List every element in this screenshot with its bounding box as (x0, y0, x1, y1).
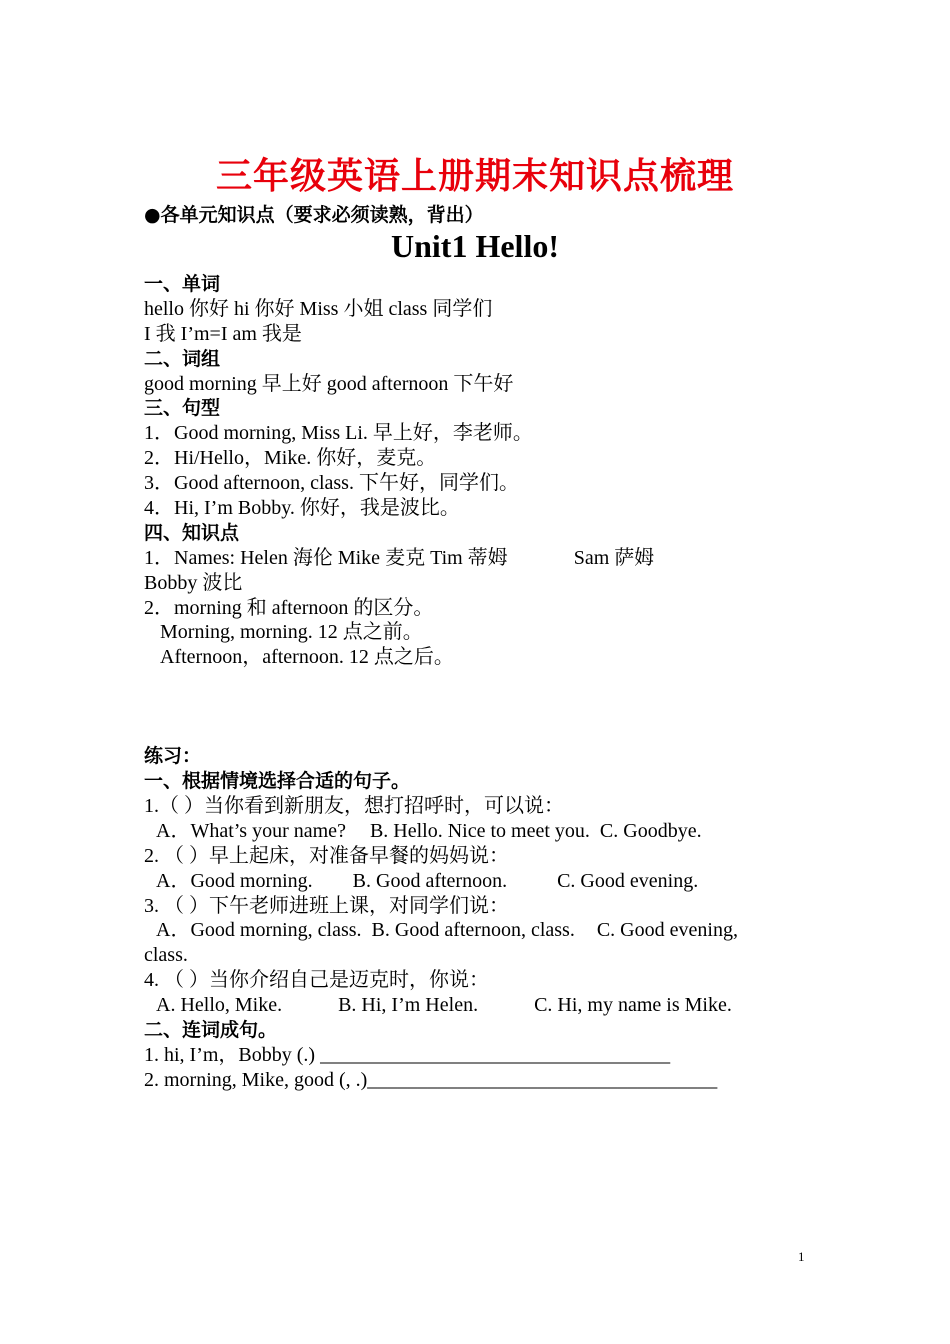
practice-heading: 练习： (144, 745, 202, 768)
options-line (144, 993, 824, 1018)
practice-part2-heading: 二、连词成句。 (144, 1019, 278, 1042)
options-line (144, 869, 824, 894)
knowledge-item: 2．morning 和 afternoon 的区分。 (144, 596, 434, 619)
option-a: A．Good morning, class. (156, 919, 362, 942)
option-b: B. Good afternoon. (352, 869, 508, 892)
names-text: 1．Names: Helen 海伦 Mike 麦克 Tim 蒂姆 (144, 546, 508, 569)
option-b: B. Hello. Nice to meet you. (369, 819, 590, 842)
names-line: Bobby 波比 (144, 571, 243, 594)
phrases-heading: 二、词组 (144, 347, 221, 370)
options-line (144, 918, 824, 943)
knowledge-subitem: Afternoon，afternoon. 12 点之后。 (160, 646, 454, 669)
names-line (144, 546, 824, 571)
option-a: A．What’s your name? (156, 819, 346, 842)
names-text: Sam 萨姆 (573, 546, 655, 569)
option-b: B. Good afternoon, class. (371, 919, 575, 942)
options-line (144, 819, 824, 844)
content-body (144, 272, 824, 1093)
sentences-heading: 三、句型 (144, 397, 221, 420)
words-line: hello 你好 hi 你好 Miss 小姐 class 同学们 (144, 297, 493, 320)
option-c: C. Good evening, (596, 919, 738, 942)
option-a: A. Hello, Mike. (156, 994, 283, 1017)
sentence-item: 3．Good afternoon, class. 下午好，同学们。 (144, 472, 519, 495)
phrases-line: good morning 早上好 good afternoon 下午好 (144, 372, 514, 395)
question: 1.（ ）当你看到新朋友，想打招呼时，可以说： (144, 795, 564, 818)
option-b: B. Hi, I’m Helen. (338, 994, 479, 1017)
practice-part1-heading: 一、根据情境选择合适的句子。 (144, 770, 411, 793)
option-c: C. Hi, my name is Mike. (534, 994, 732, 1017)
reorder-item: 1. hi, I’m，Bobby (.) ___________________________________ (144, 1043, 671, 1066)
page-number: 1 (798, 1249, 805, 1264)
option-c: C. Good evening. (557, 869, 699, 892)
sentence-item: 4．Hi, I’m Bobby. 你好，我是波比。 (144, 497, 460, 520)
option-c: C. Goodbye. (599, 819, 702, 842)
page-title: 三年级英语上册期末知识点梳理 (215, 156, 734, 197)
question: 2. （ ）早上起床，对准备早餐的妈妈说： (144, 844, 509, 867)
subtitle: ●各单元知识点（要求必须读熟，背出） (144, 204, 484, 226)
question: 3. （ ）下午老师进班上课，对同学们说： (144, 894, 509, 917)
knowledge-heading: 四、知识点 (144, 521, 240, 544)
option-a: A．Good morning. (156, 869, 313, 892)
words-line: I 我 I’m=I am 我是 (144, 322, 302, 345)
knowledge-subitem: Morning, morning. 12 点之前。 (160, 621, 423, 644)
unit-title: Unit1 Hello! (391, 228, 559, 264)
question: 4. （ ）当你介绍自己是迈克时，你说： (144, 969, 489, 992)
option-continuation: class. (144, 944, 188, 967)
words-heading: 一、单词 (144, 273, 221, 295)
reorder-item: 2. morning, Mike, good (, .)___________________________________ (144, 1068, 718, 1091)
sentence-item: 1．Good morning, Miss Li. 早上好，李老师。 (144, 422, 533, 445)
sentence-item: 2．Hi/Hello，Mike. 你好，麦克。 (144, 447, 437, 470)
